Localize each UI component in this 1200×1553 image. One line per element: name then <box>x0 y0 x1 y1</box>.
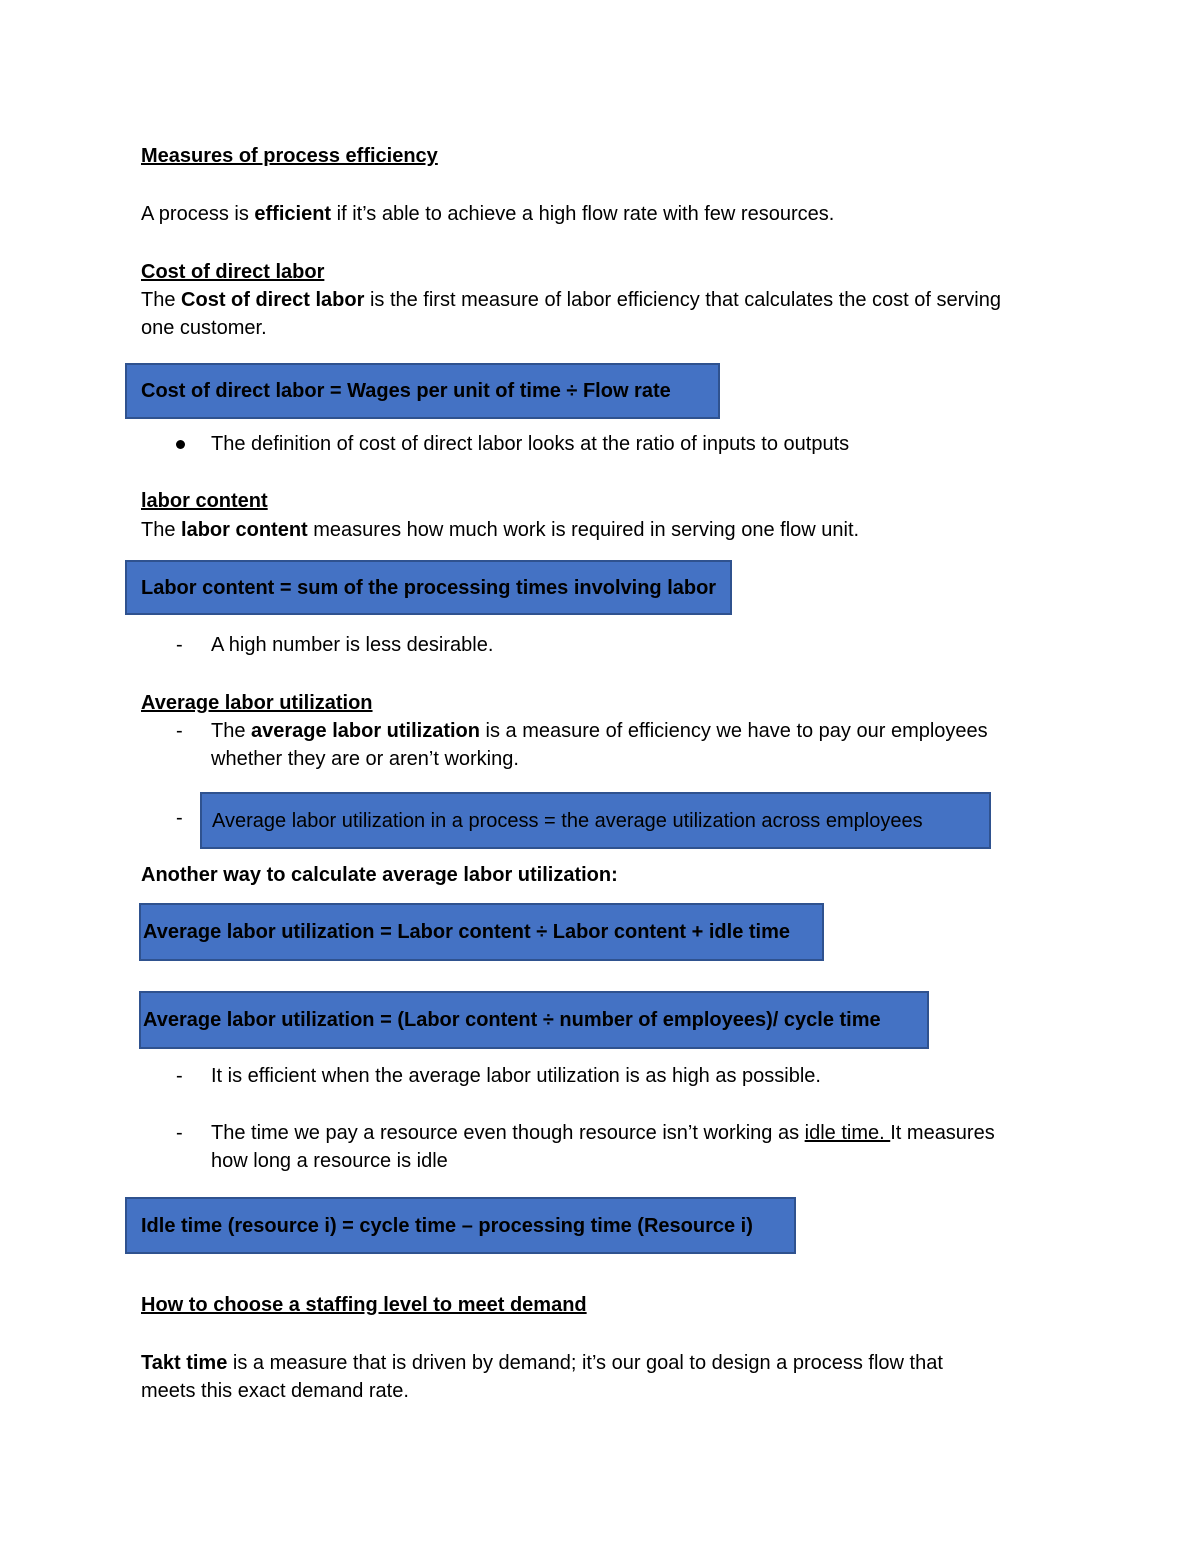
section-heading-staffing-level: How to choose a staffing level to meet demand <box>141 1294 587 1316</box>
cost-direct-labor-definition-line2: one customer. <box>141 317 267 339</box>
item-text: The time we pay a resource even though resource isn’t working as <box>211 1122 805 1144</box>
formula-box-average-labor-utilization-employees <box>139 991 929 1049</box>
dash-marker: - <box>176 634 183 656</box>
paragraph-bold-term: Takt time <box>141 1352 228 1374</box>
definition-text: The <box>141 289 182 311</box>
item-text-rest: It measures <box>890 1122 995 1144</box>
dash-item <box>211 717 988 745</box>
labor-content-definition <box>141 516 859 544</box>
formula-box-average-labor-utilization-process <box>200 792 991 849</box>
dash-item: It is efficient when the average labor utilization is as high as possible. <box>211 1065 821 1087</box>
formula-box-cost-direct-labor <box>125 363 720 419</box>
formula-text: Labor content = sum of the processing times involving labor <box>141 576 717 599</box>
definition-bold-term: labor content <box>181 519 308 541</box>
definition-bold-term: Cost of direct labor <box>181 289 365 311</box>
definition-text-rest: is the first measure of labor efficiency that calculates the cost of serving <box>364 289 1001 311</box>
section-heading-average-labor-utilization: Average labor utilization <box>141 692 373 714</box>
subheading-another-way: Another way to calculate average labor utilization: <box>141 864 618 886</box>
formula-text: Average labor utilization in a process = the average utilization across employees <box>212 809 923 832</box>
takt-time-paragraph-line2: meets this exact demand rate. <box>141 1380 409 1402</box>
item-bold-term: average labor utilization <box>251 720 480 742</box>
intro-text-rest: if it’s able to achieve a high flow rate with few resources. <box>331 203 835 225</box>
takt-time-paragraph <box>141 1349 943 1377</box>
item-text-rest: is a measure of efficiency we have to pay our employees <box>479 720 988 742</box>
dash-item-line2: whether they are or aren’t working. <box>211 748 519 770</box>
item-text: The <box>211 720 252 742</box>
formula-text: Cost of direct labor = Wages per unit of time ÷ Flow rate <box>141 380 671 402</box>
formula-text: Average labor utilization = (Labor content ÷ number of employees)/ cycle time <box>143 1009 881 1031</box>
formula-text: Average labor utilization = Labor content ÷ Labor content + idle time <box>143 921 790 943</box>
intro-text: A process is <box>141 203 255 225</box>
dash-marker: - <box>176 720 183 742</box>
dash-marker: - <box>176 1065 183 1087</box>
bullet-item: The definition of cost of direct labor looks at the ratio of inputs to outputs <box>211 433 850 455</box>
section-heading-labor-content: labor content <box>141 490 268 512</box>
dash-item <box>211 1119 995 1147</box>
item-underlined-term: idle time. <box>804 1122 891 1144</box>
dash-item: A high number is less desirable. <box>211 634 494 656</box>
definition-text-rest: measures how much work is required in serving one flow unit. <box>307 519 860 541</box>
dash-item-line2: how long a resource is idle <box>211 1150 448 1172</box>
bullet-icon <box>176 440 185 449</box>
page-title: Measures of process efficiency <box>141 145 438 167</box>
formula-text: Idle time (resource i) = cycle time – processing time (Resource i) <box>141 1214 753 1237</box>
cost-direct-labor-definition <box>141 286 1001 314</box>
definition-text: The <box>141 519 182 541</box>
intro-bold-term: efficient <box>254 203 332 225</box>
dash-marker: - <box>176 1122 183 1144</box>
intro-paragraph <box>141 200 834 228</box>
formula-box-average-labor-utilization-idle <box>139 903 824 961</box>
dash-marker: - <box>176 807 183 829</box>
formula-box-labor-content <box>125 560 732 615</box>
paragraph-text: is a measure that is driven by demand; it’s our goal to design a process flow that <box>227 1352 943 1374</box>
section-heading-cost-direct-labor: Cost of direct labor <box>141 261 325 283</box>
formula-box-idle-time <box>125 1197 796 1254</box>
